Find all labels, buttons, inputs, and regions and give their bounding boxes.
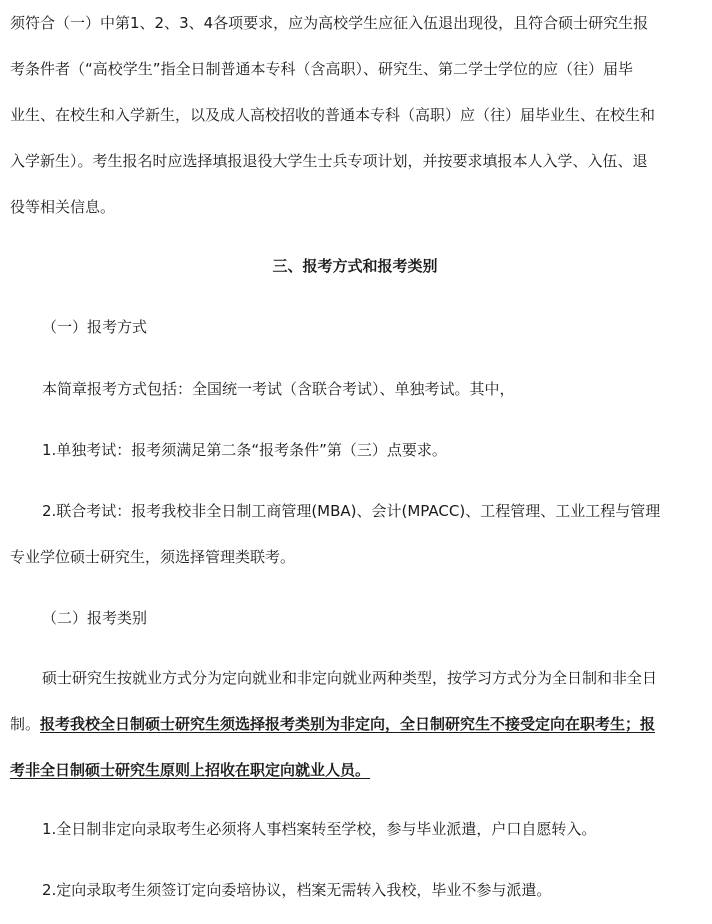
method-item-1: 1.单独考试：报考须满足第二条“报考条件”第（三）点要求。 <box>42 441 447 459</box>
category-line <box>10 747 700 793</box>
intro-line: 考条件者（“高校学生”指全日制普通本专科（含高职）、研究生、第二学士学位的应（往）届毕 <box>10 60 634 78</box>
category-emphasis-text: 报考我校全日制硕士研究生须选择报考类别为非定向，全日制研究生不接受定向在职考生；报 <box>40 715 656 733</box>
method-intro: 本简章报考方式包括：全国统一考试（含联合考试）、单独考试。其中， <box>42 380 515 398</box>
intro-line: 役等相关信息。 <box>10 198 116 216</box>
intro-line: 须符合（一）中第1、2、3、4各项要求，应为高校学生应征入伍退出现役，且符合硕士研究生报 <box>10 14 649 32</box>
section-heading: 三、报考方式和报考类别 <box>272 257 438 275</box>
subsection-title-method: （一）报考方式 <box>42 318 148 336</box>
method-item-2-line: 2.联合考试：报考我校非全日制工商管理(MBA)、会计(MPACC)、工程管理、工业工程与管理 <box>42 502 661 520</box>
category-line <box>10 701 700 747</box>
category-paragraph <box>10 655 700 793</box>
method-item-2-line: 专业学位硕士研究生，须选择管理类联考。 <box>10 548 296 566</box>
category-item-2: 2.定向录取考生须签订定向委培协议，档案无需转入我校，毕业不参与派遣。 <box>42 881 552 899</box>
subsection-title-category: （二）报考类别 <box>42 609 148 627</box>
intro-line: 业生、在校生和入学新生，以及成人高校招收的普通本专科（高职）应（往）届毕业生、在校生和 <box>10 106 656 124</box>
category-line: 硕士研究生按就业方式分为定向就业和非定向就业两种类型，按学习方式分为全日制和非全日 <box>42 669 658 687</box>
intro-line: 入学新生）。考生报名时应选择填报退役大学生士兵专项计划，并按要求填报本人入学、入伍、退 <box>10 152 648 170</box>
method-item-2 <box>10 488 700 580</box>
category-item-1: 1.全日制非定向录取考生必须将人事档案转至学校，参与毕业派遣，户口自愿转入。 <box>42 820 597 838</box>
intro-paragraph <box>10 0 700 230</box>
category-emphasis-text: 考非全日制硕士研究生原则上招收在职定向就业人员。 <box>10 761 371 779</box>
category-plain-text: 制。 <box>10 715 41 733</box>
